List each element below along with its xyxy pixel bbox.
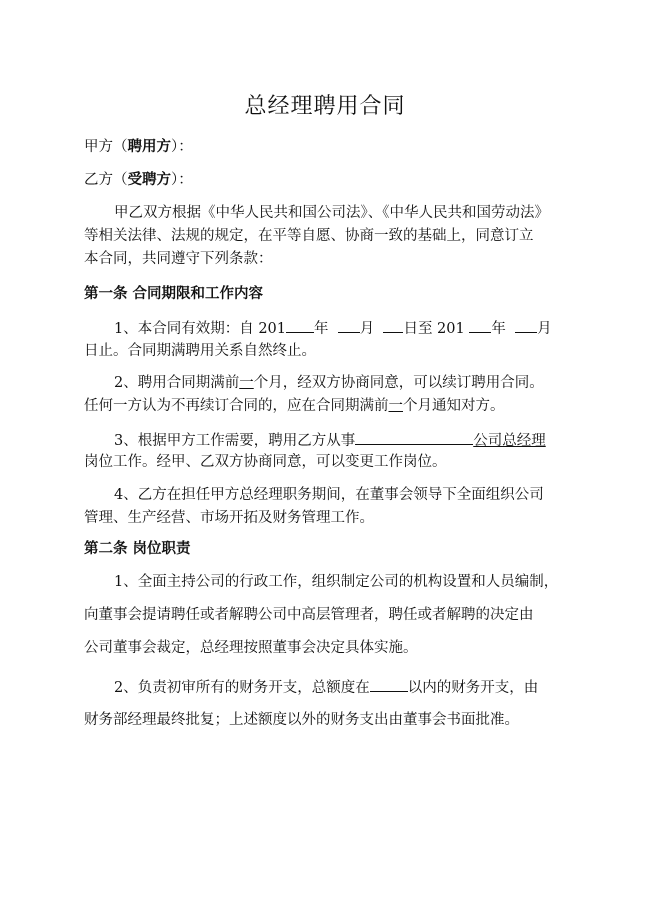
article-1-p4-line-1: 4、乙方在担任甲方总经理职务期间，在董事会领导下全面组织公司: [114, 487, 544, 503]
intro-line-1: 甲乙双方根据《中华人民共和国公司法》、《中华人民共和国劳动法》: [114, 205, 549, 221]
article-1-p1-line-2: 日止。合同期满聘用关系自然终止。: [84, 343, 316, 359]
party-a-role: 聘用方: [127, 138, 171, 155]
end-month-blank: [515, 317, 537, 333]
party-b-suffix: ）：: [171, 172, 193, 188]
post-title: 公司总经理: [473, 433, 546, 449]
renewal-text-b: 个月，经双方协商同意，可以续订聘用合同。: [253, 375, 544, 391]
article-1-p3-line-2: 岗位工作。经甲、乙双方协商同意，可以变更工作岗位。: [84, 454, 447, 470]
party-b-prefix: 乙方（: [84, 172, 128, 188]
end-month-label: 月: [537, 321, 552, 337]
end-year-blank: [469, 317, 491, 333]
article-1-p3-line-1: [114, 429, 614, 451]
document-title: 总经理聘用合同: [244, 94, 406, 119]
start-year-blank: [286, 317, 314, 333]
article-1-p2-line-2: [84, 396, 584, 416]
article-1-heading: 第一条 合同期限和工作内容: [84, 286, 264, 302]
post-company-blank: [355, 429, 473, 445]
expense-text-a: 2、负责初审所有的财务开支，总额度在: [114, 680, 370, 696]
notice-months: 一: [388, 398, 403, 414]
start-month-blank: [338, 317, 360, 333]
intro-line-2: 等相关法律、法规的规定，在平等自愿、协商一致的基础上，同意订立: [84, 228, 534, 244]
term-start-text: 1、本合同有效期：自 201: [114, 321, 287, 337]
party-a-suffix: ）：: [171, 139, 193, 155]
article-2-p2-line-1: [114, 676, 614, 698]
party-a-prefix: 甲方（: [84, 139, 128, 155]
article-1-p2-line-1: [114, 373, 614, 393]
renewal-text-a: 2、聘用合同期满前: [114, 375, 240, 391]
expense-text-b: 以内的财务开支，由: [407, 680, 539, 696]
notice-text-b: 个月通知对方。: [403, 398, 505, 414]
article-2-p1-line-2: 向董事会提请聘任或者解聘公司中高层管理者，聘任或者解聘的决定由: [84, 607, 534, 623]
year-label: 年: [314, 321, 329, 337]
notice-text-a: 任何一方认为不再续订合同的，应在合同期满前: [84, 398, 389, 414]
article-2-heading: 第二条 岗位职责: [84, 541, 191, 557]
post-text: 3、根据甲方工作需要，聘用乙方从事: [114, 433, 356, 449]
article-1-p4-line-2: 管理、生产经营、市场开拓及财务管理工作。: [84, 510, 374, 526]
expense-amount-blank: [370, 676, 408, 692]
party-a-line: [84, 137, 584, 157]
end-year-label: 年: [491, 321, 506, 337]
article-1-p1-line-1: [114, 317, 614, 339]
term-end-text: 日至 201: [403, 321, 465, 337]
party-b-line: [84, 170, 584, 190]
renewal-months: 一: [239, 375, 254, 391]
article-2-p1-line-3: 公司董事会裁定，总经理按照董事会决定具体实施。: [84, 640, 418, 656]
article-2-p2-line-2: 财务部经理最终批复；上述额度以外的财务支出由董事会书面批准。: [84, 712, 519, 728]
intro-line-3: 本合同，共同遵守下列条款：: [84, 251, 273, 267]
article-2-p1-line-1: 1、全面主持公司的行政工作，组织制定公司的机构设置和人员编制，: [114, 574, 559, 590]
party-b-role: 受聘方: [127, 171, 171, 188]
month-label: 月: [359, 321, 375, 337]
start-day-blank: [383, 317, 403, 333]
